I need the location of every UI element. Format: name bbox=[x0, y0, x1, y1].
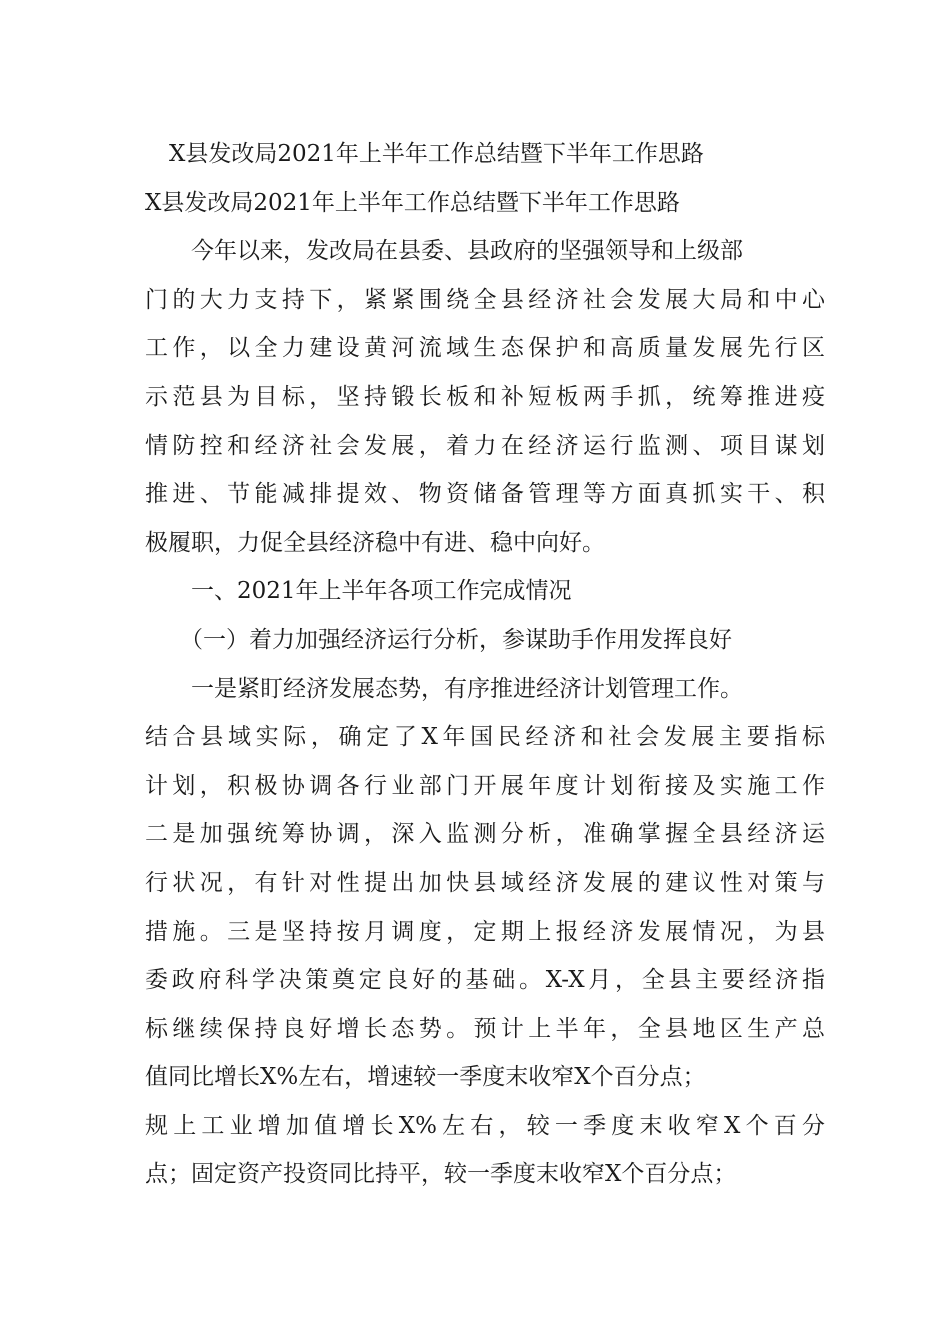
body-line: 行状况，有针对性提出加快县域经济发展的建议性对策与 bbox=[145, 869, 825, 896]
intro-line: 门的大力支持下，紧紧围绕全县经济社会发展大局和中心 bbox=[145, 286, 825, 313]
subsection-heading: （一）着力加强经济运行分析，参谋助手作用发挥良好 bbox=[180, 626, 732, 653]
body-line: 措施。三是坚持按月调度，定期上报经济发展情况，为县 bbox=[145, 918, 825, 945]
body-line: 计划，积极协调各行业部门开展年度计划衔接及实施工作 bbox=[145, 772, 825, 799]
intro-line: 工作，以全力建设黄河流域生态保护和高质量发展先行区 bbox=[145, 335, 825, 362]
body-line: 规上工业增加值增长X%左右，较一季度末收窄X个百分 bbox=[145, 1112, 825, 1139]
body-line: 委政府科学决策奠定良好的基础。X-X月，全县主要经济指 bbox=[145, 967, 825, 994]
document-body bbox=[145, 130, 825, 1199]
body-line: 结合县域实际，确定了X年国民经济和社会发展主要指标 bbox=[145, 724, 825, 751]
section-heading: 一、2021年上半年各项工作完成情况 bbox=[191, 578, 572, 605]
body-line: 点；固定资产投资同比持平，较一季度末收窄X个百分点； bbox=[145, 1161, 737, 1188]
intro-line: 推进、节能减排提效、物资储备管理等方面真抓实干、积 bbox=[145, 481, 825, 508]
document-title-repeat: X县发改局2021年上半年工作总结暨下半年工作思路 bbox=[145, 189, 680, 216]
intro-line: 极履职，力促全县经济稳中有进、稳中向好。 bbox=[145, 529, 605, 556]
document-title: X县发改局2021年上半年工作总结暨下半年工作思路 bbox=[169, 141, 704, 167]
intro-line: 今年以来，发改局在县委、县政府的坚强领导和上级部 bbox=[191, 238, 743, 265]
body-line: 一是紧盯经济发展态势，有序推进经济计划管理工作。 bbox=[191, 675, 743, 702]
body-line: 值同比增长X%左右，增速较一季度末收窄X个百分点； bbox=[145, 1064, 706, 1091]
body-line: 标继续保持良好增长态势。预计上半年，全县地区生产总 bbox=[145, 1015, 825, 1042]
body-line: 二是加强统筹协调，深入监测分析，准确掌握全县经济运 bbox=[145, 821, 825, 848]
intro-line: 示范县为目标，坚持锻长板和补短板两手抓，统筹推进疫 bbox=[145, 383, 825, 410]
intro-line: 情防控和经济社会发展，着力在经济运行监测、项目谋划 bbox=[145, 432, 825, 459]
